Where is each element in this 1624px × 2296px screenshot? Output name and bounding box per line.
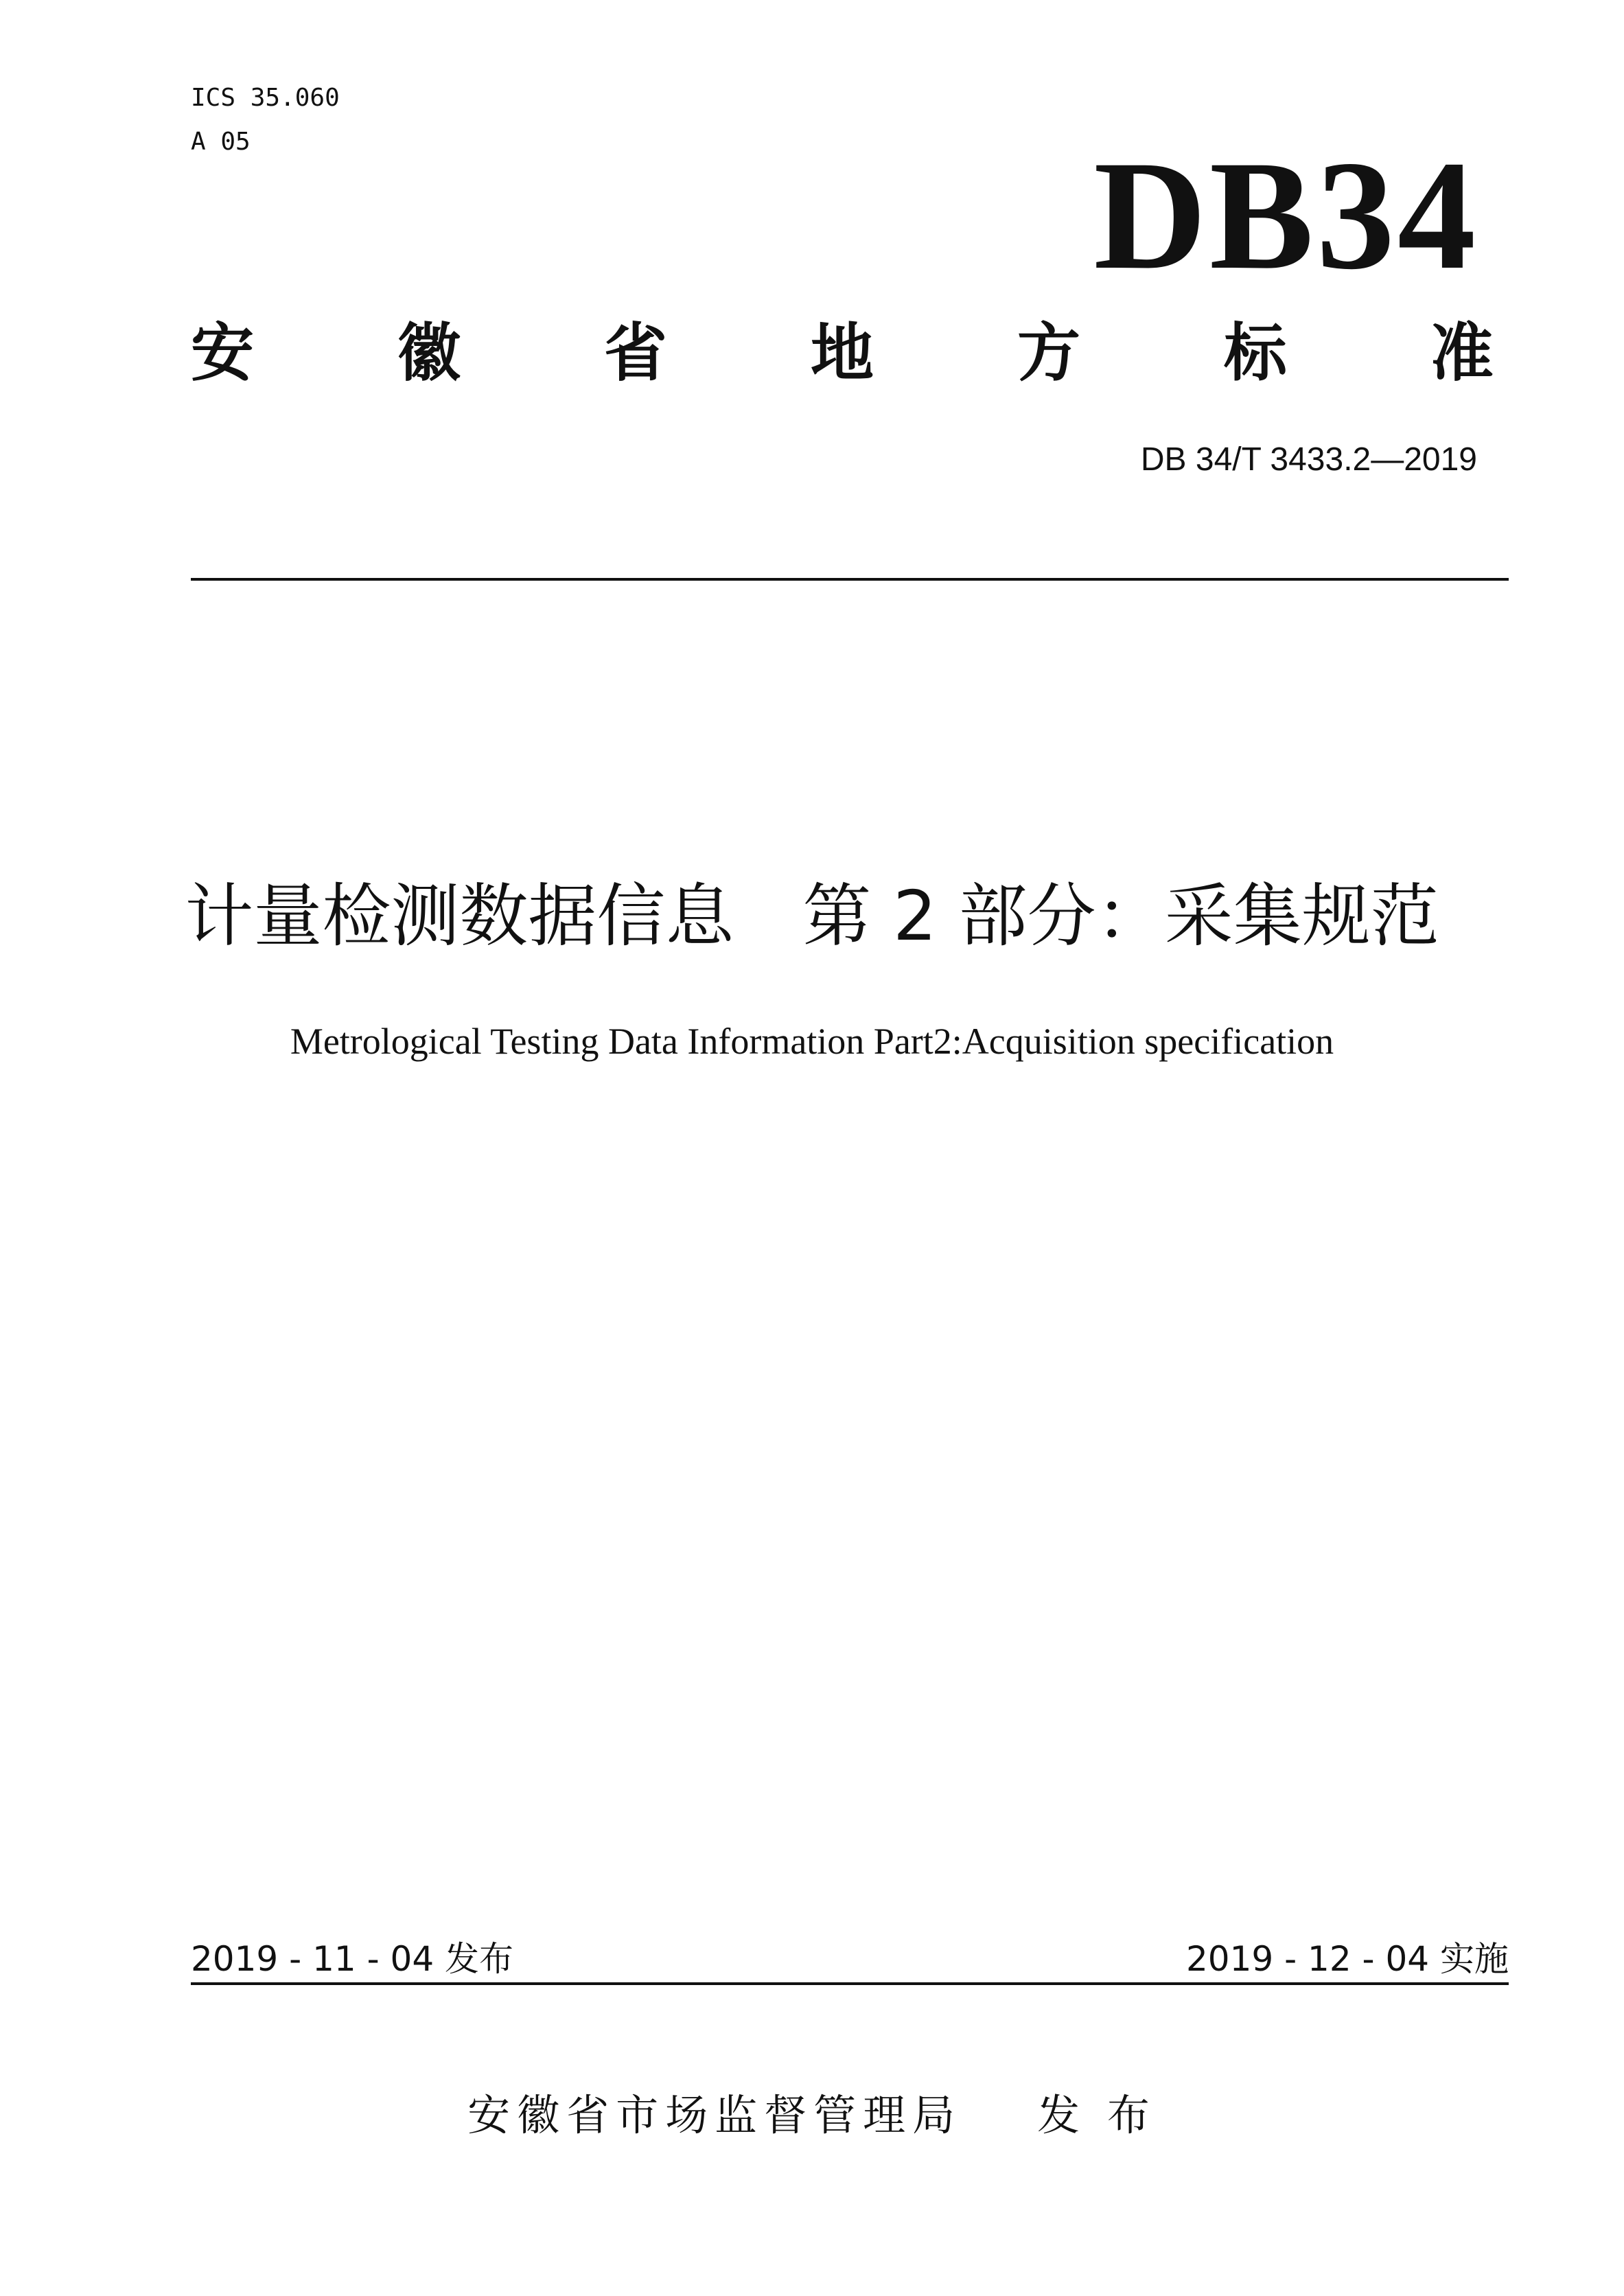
standard-type-char: 徽 — [397, 316, 461, 390]
standard-number: DB 34/T 3433.2—2019 — [1140, 441, 1477, 478]
document-title-chinese: 计量检测数据信息 第 2 部分：采集规范 — [185, 876, 1439, 956]
standard-type-char: 地 — [810, 316, 874, 390]
ccs-code: A 05 — [191, 128, 251, 156]
standard-mark: DB34 — [1093, 129, 1478, 302]
standard-type-char: 准 — [1430, 316, 1494, 390]
publish-date: 2019 - 11 - 04 发布 — [191, 1939, 514, 1979]
standard-type-heading — [191, 316, 1494, 391]
standard-type-char: 省 — [603, 316, 667, 390]
footer-divider — [191, 1982, 1509, 1985]
standard-type-char: 方 — [1017, 316, 1080, 390]
classification-codes — [191, 81, 340, 169]
document-title-english: Metrological Testing Data Information Part2:Acquisition specification — [290, 1021, 1334, 1062]
issuer-name: 安徽省市场监督管理局 — [467, 2090, 962, 2140]
issuer-action: 发 布 — [1037, 2090, 1157, 2140]
header-divider — [191, 578, 1509, 581]
implement-date: 2019 - 12 - 04 实施 — [1185, 1939, 1509, 1979]
standard-type-char: 安 — [191, 316, 255, 390]
ics-code: ICS 35.060 — [191, 84, 340, 112]
standard-type-char: 标 — [1223, 316, 1287, 390]
issuer-line — [0, 2087, 1624, 2144]
